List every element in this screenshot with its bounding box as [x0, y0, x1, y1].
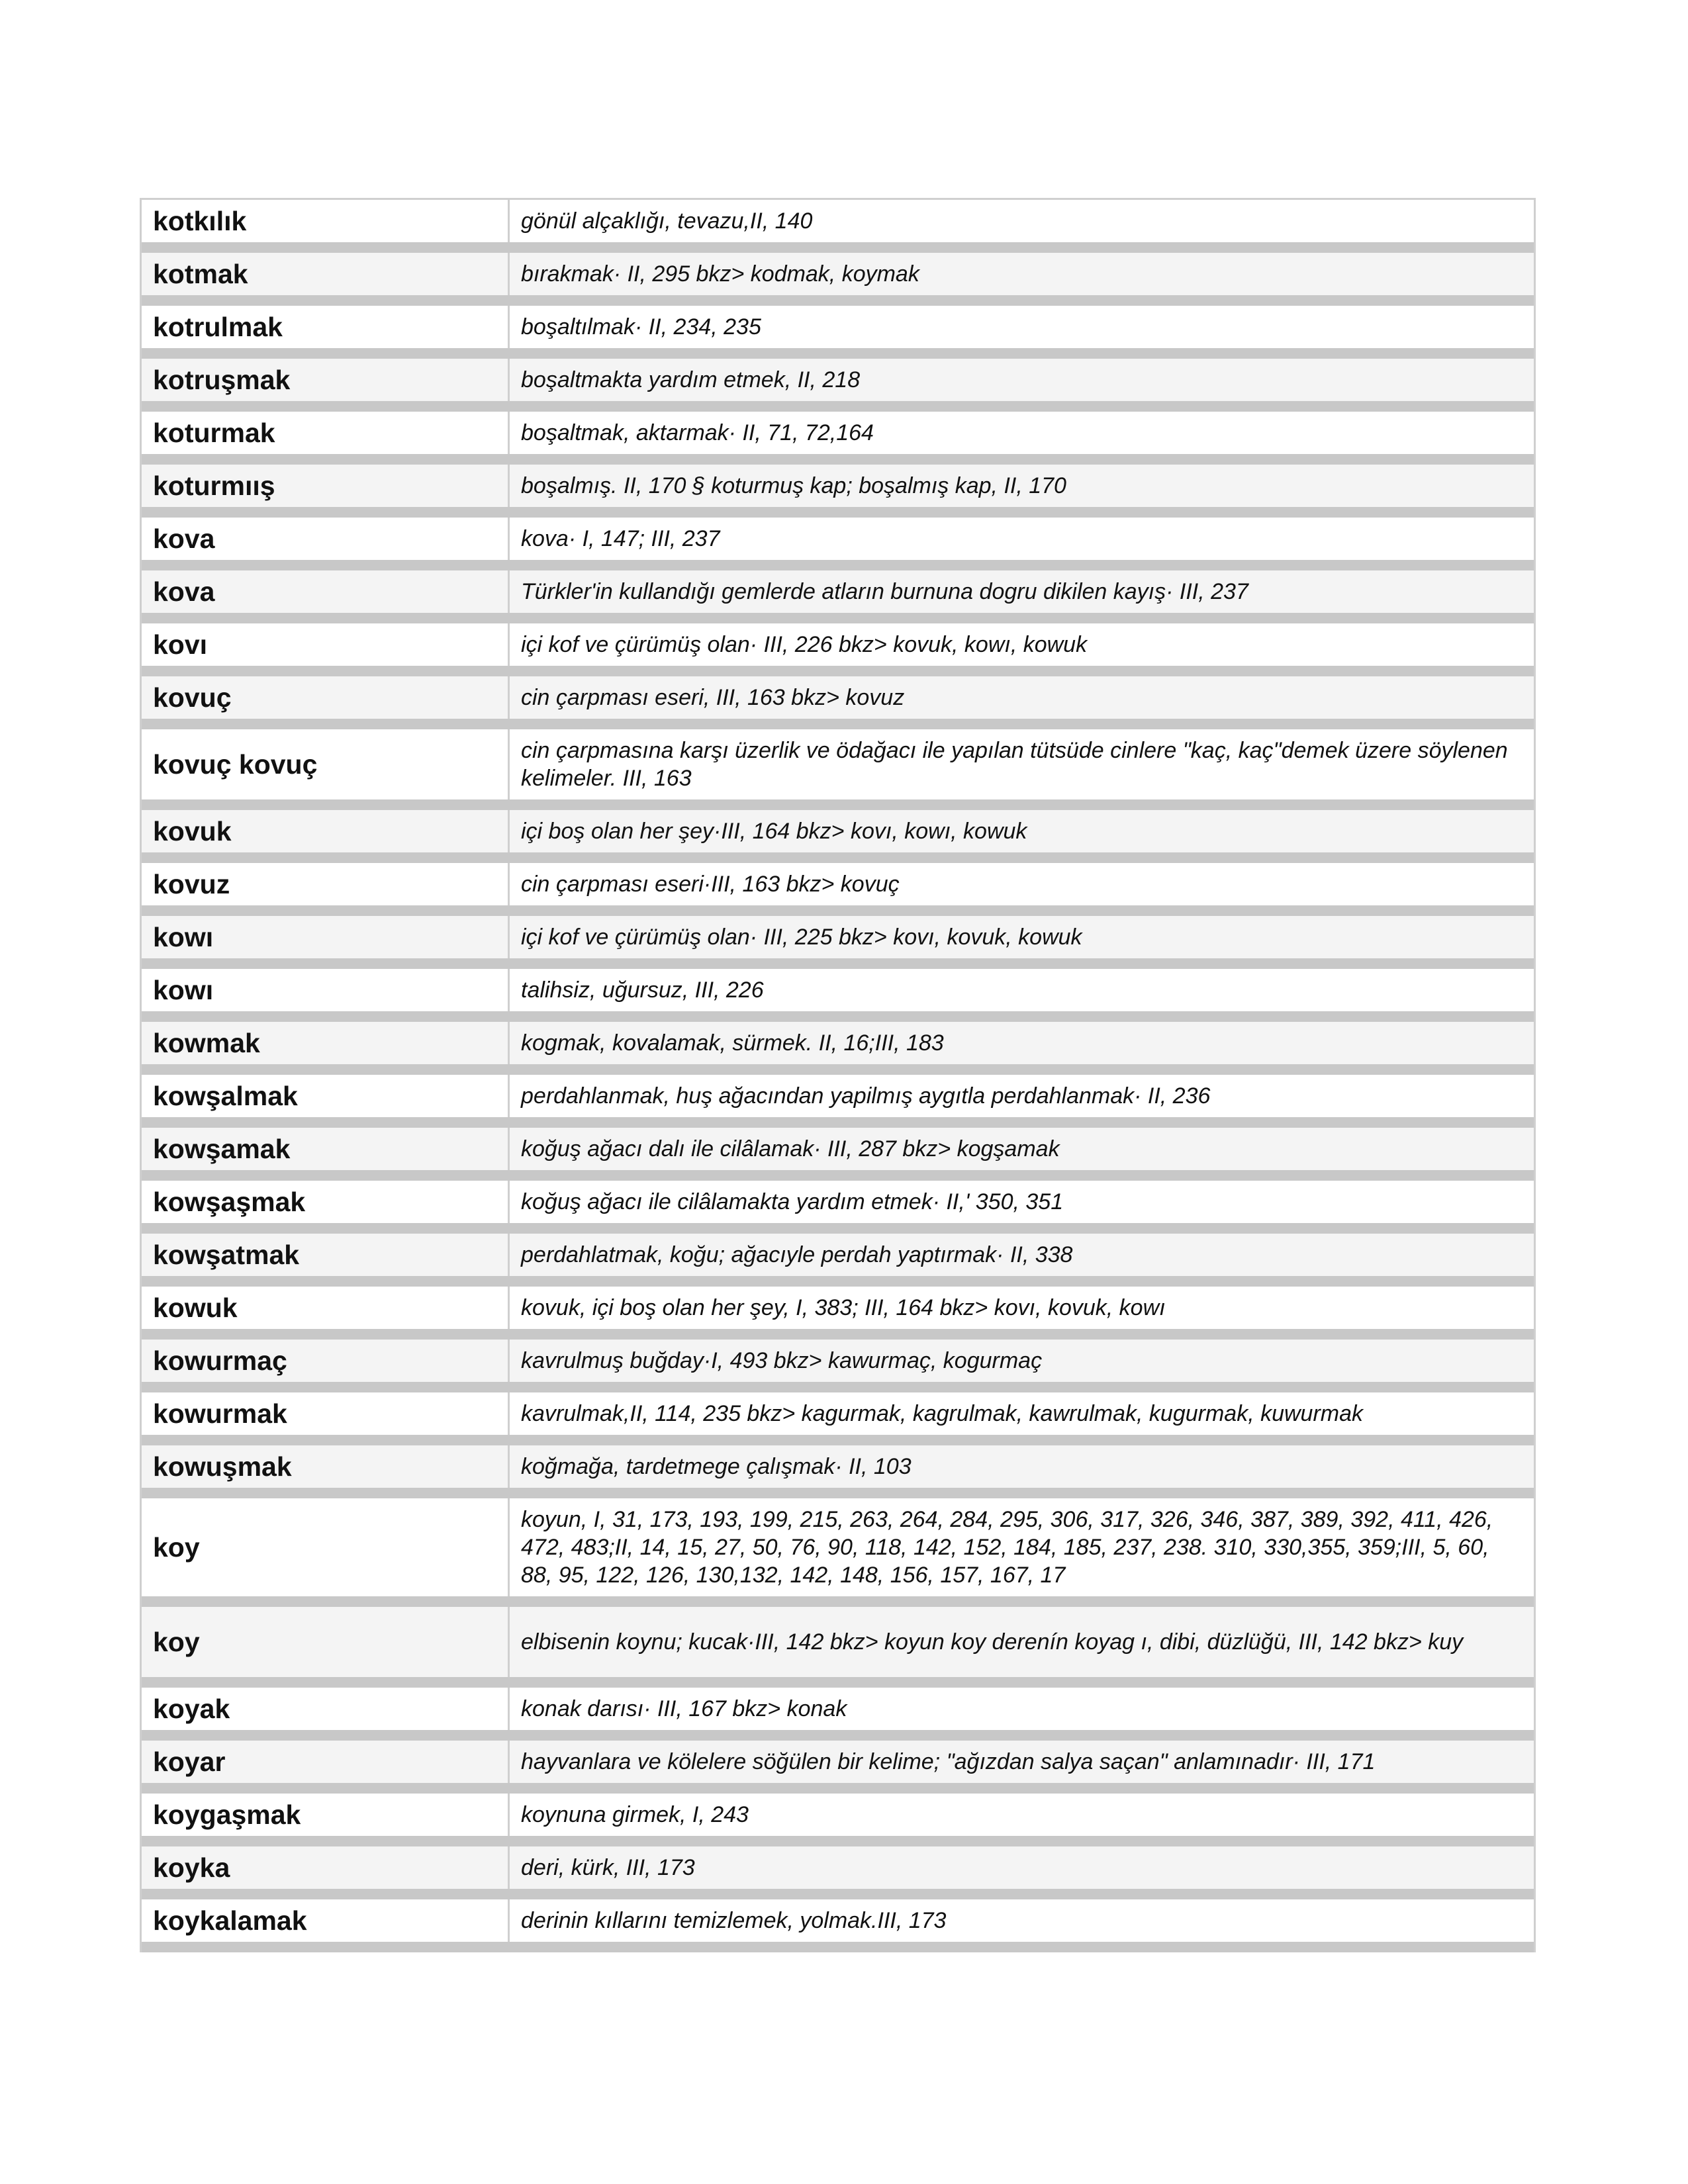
term-cell: kowuk [142, 1287, 510, 1329]
definition-text: boşaltmakta yardım etmek, II, 218 [521, 367, 861, 392]
term-cell: koygaşmak [142, 1794, 510, 1836]
term-cell: kowşaşmak [142, 1181, 510, 1223]
definition-cell [510, 623, 1534, 666]
definition-cell [510, 253, 1534, 295]
definition-text: gönül alçaklığı, tevazu,II, 140 [521, 208, 813, 234]
table-row [142, 1607, 1534, 1688]
definition-cell [510, 359, 1534, 401]
table-row [142, 916, 1534, 969]
table-row [142, 1899, 1534, 1952]
definition-cell [510, 1392, 1534, 1435]
table-row [142, 1234, 1534, 1287]
definition-text: kovuk, içi boş olan her şey, I, 383; III, 164 bkz> kovı, kovuk, kowı [521, 1295, 1166, 1320]
table-row [142, 359, 1534, 412]
term-cell: kova [142, 518, 510, 560]
table-row [142, 1340, 1534, 1392]
definition-cell [510, 1794, 1534, 1836]
definition-text: Türkler'in kullandığı gemlerde atların burnuna dogru dikilen kayış· III, 237 [521, 579, 1248, 604]
definition-text: talihsiz, uğursuz, III, 226 [521, 978, 764, 1003]
term-cell: koyar [142, 1741, 510, 1783]
table-row [142, 1128, 1534, 1181]
definition-text: cin çarpması eseri, III, 163 bkz> kovuz [521, 685, 905, 710]
definition-text: kova· I, 147; III, 237 [521, 526, 720, 551]
table-row [142, 200, 1534, 253]
term-cell: kowuşmak [142, 1445, 510, 1488]
term-cell: kovuç kovuç [142, 729, 510, 799]
definition-cell [510, 916, 1534, 958]
term-cell: kowurmak [142, 1392, 510, 1435]
definition-text: koynuna girmek, I, 243 [521, 1802, 749, 1827]
definition-text: kavrulmuş buğday·I, 493 bkz> kawurmaç, kogurmaç [521, 1348, 1043, 1373]
table-row [142, 1445, 1534, 1498]
definition-text: hayvanlara ve kölelere söğülen bir kelime; "ağızdan salya saçan" anlamınadır· III, 171 [521, 1749, 1376, 1774]
definition-cell [510, 1234, 1534, 1276]
definition-cell [510, 306, 1534, 348]
glossary-table [140, 198, 1536, 1952]
term-cell: kotkılık [142, 200, 510, 242]
definition-cell [510, 518, 1534, 560]
definition-text: deri, kürk, III, 173 [521, 1855, 695, 1880]
definition-cell [510, 1128, 1534, 1170]
definition-text: boşaltmak, aktarmak· II, 71, 72,164 [521, 420, 874, 445]
definition-cell [510, 1607, 1534, 1677]
definition-cell [510, 1498, 1534, 1596]
definition-text: içi kof ve çürümüş olan· III, 225 bkz> kovı, kovuk, kowuk [521, 925, 1082, 950]
term-cell: kowurmaç [142, 1340, 510, 1382]
table-row [142, 676, 1534, 729]
term-cell: kotmak [142, 253, 510, 295]
term-cell: koyak [142, 1688, 510, 1730]
definition-text: cin çarpmasına karşı üzerlik ve ödağacı ile yapılan tütsüde cinlere "kaç, kaç"demek üzere söylenen kelimeler. III, 163 [521, 738, 1508, 791]
definition-cell [510, 969, 1534, 1011]
table-row [142, 1498, 1534, 1607]
definition-cell [510, 200, 1534, 242]
term-cell: kowşatmak [142, 1234, 510, 1276]
table-row [142, 253, 1534, 306]
definition-cell [510, 1181, 1534, 1223]
definition-text: koğmağa, tardetmege çalışmak· II, 103 [521, 1454, 912, 1479]
term-cell: kova [142, 570, 510, 613]
term-cell: koturmak [142, 412, 510, 454]
table-row [142, 1688, 1534, 1741]
definition-cell [510, 1688, 1534, 1730]
term-cell: koy [142, 1498, 510, 1596]
table-row [142, 1287, 1534, 1340]
definition-text: kavrulmak,II, 114, 235 bkz> kagurmak, kagrulmak, kawrulmak, kugurmak, kuwurmak [521, 1401, 1364, 1426]
definition-cell [510, 1287, 1534, 1329]
table-row [142, 623, 1534, 676]
definition-cell [510, 1846, 1534, 1889]
table-row [142, 1846, 1534, 1899]
table-row [142, 1392, 1534, 1445]
definition-cell [510, 676, 1534, 719]
definition-cell [510, 1445, 1534, 1488]
table-row [142, 1741, 1534, 1794]
definition-cell [510, 863, 1534, 905]
definition-cell [510, 1340, 1534, 1382]
term-cell: kovı [142, 623, 510, 666]
table-row [142, 1794, 1534, 1846]
table-row [142, 863, 1534, 916]
table-row [142, 729, 1534, 810]
table-row [142, 412, 1534, 465]
definition-cell [510, 412, 1534, 454]
table-row [142, 518, 1534, 570]
table-row [142, 1075, 1534, 1128]
term-cell: kovuk [142, 810, 510, 852]
definition-text: kogmak, kovalamak, sürmek. II, 16;III, 183 [521, 1030, 944, 1056]
definition-text: derinin kıllarını temizlemek, yolmak.III, 173 [521, 1908, 947, 1933]
term-cell: koykalamak [142, 1899, 510, 1942]
term-cell: kowşalmak [142, 1075, 510, 1117]
table-row [142, 810, 1534, 863]
term-cell: kovuz [142, 863, 510, 905]
definition-cell [510, 1022, 1534, 1064]
term-cell: kotrulmak [142, 306, 510, 348]
definition-text: elbisenin koynu; kucak·III, 142 bkz> koyun koy derenín koyag ı, dibi, düzlüğü, III, 142 bkz> kuy [521, 1629, 1464, 1655]
definition-text: perdahlatmak, koğu; ağacıyle perdah yaptırmak· II, 338 [521, 1242, 1073, 1267]
term-cell: kowı [142, 916, 510, 958]
table-row [142, 1022, 1534, 1075]
term-cell: koy [142, 1607, 510, 1677]
definition-cell [510, 1741, 1534, 1783]
definition-cell [510, 1075, 1534, 1117]
definition-cell [510, 570, 1534, 613]
term-cell: koyka [142, 1846, 510, 1889]
definition-cell [510, 465, 1534, 507]
term-cell: kovuç [142, 676, 510, 719]
definition-text: koğuş ağacı ile cilâlamakta yardım etmek· II,' 350, 351 [521, 1189, 1064, 1214]
term-cell: kotruşmak [142, 359, 510, 401]
definition-cell [510, 1899, 1534, 1942]
definition-text: içi kof ve çürümüş olan· III, 226 bkz> kovuk, kowı, kowuk [521, 632, 1088, 657]
term-cell: kowmak [142, 1022, 510, 1064]
definition-text: perdahlanmak, huş ağacından yapilmış aygıtla perdahlanmak· II, 236 [521, 1083, 1211, 1109]
definition-cell [510, 810, 1534, 852]
definition-text: içi boş olan her şey·III, 164 bkz> kovı, kowı, kowuk [521, 819, 1027, 844]
definition-text: konak darısı· III, 167 bkz> konak [521, 1696, 847, 1721]
definition-text: koğuş ağacı dalı ile cilâlamak· III, 287 bkz> kogşamak [521, 1136, 1060, 1161]
table-row [142, 570, 1534, 623]
table-row [142, 969, 1534, 1022]
definition-text: boşalmış. II, 170 § koturmuş kap; boşalmış kap, II, 170 [521, 473, 1066, 498]
table-row [142, 465, 1534, 518]
term-cell: kowı [142, 969, 510, 1011]
definition-cell [510, 729, 1534, 799]
definition-text: koyun, I, 31, 173, 193, 199, 215, 263, 264, 284, 295, 306, 317, 326, 346, 387, 389, 392, 411, 426, 472, 483;II, 14, 15, 27, 50, 76, 90, 118, 142, 152, 184, 185, 237, 238. 310, 330,355, 359;III, 5, 60, 88, 95, 122, 126, 130,132, 142, 148, 156, 157, 167, 17 [521, 1507, 1493, 1588]
definition-text: bırakmak· II, 295 bkz> kodmak, koymak [521, 261, 919, 287]
definition-text: cin çarpması eseri·III, 163 bkz> kovuç [521, 872, 900, 897]
definition-text: boşaltılmak· II, 234, 235 [521, 314, 761, 340]
table-row [142, 1181, 1534, 1234]
term-cell: koturmıış [142, 465, 510, 507]
table-row [142, 306, 1534, 359]
term-cell: kowşamak [142, 1128, 510, 1170]
